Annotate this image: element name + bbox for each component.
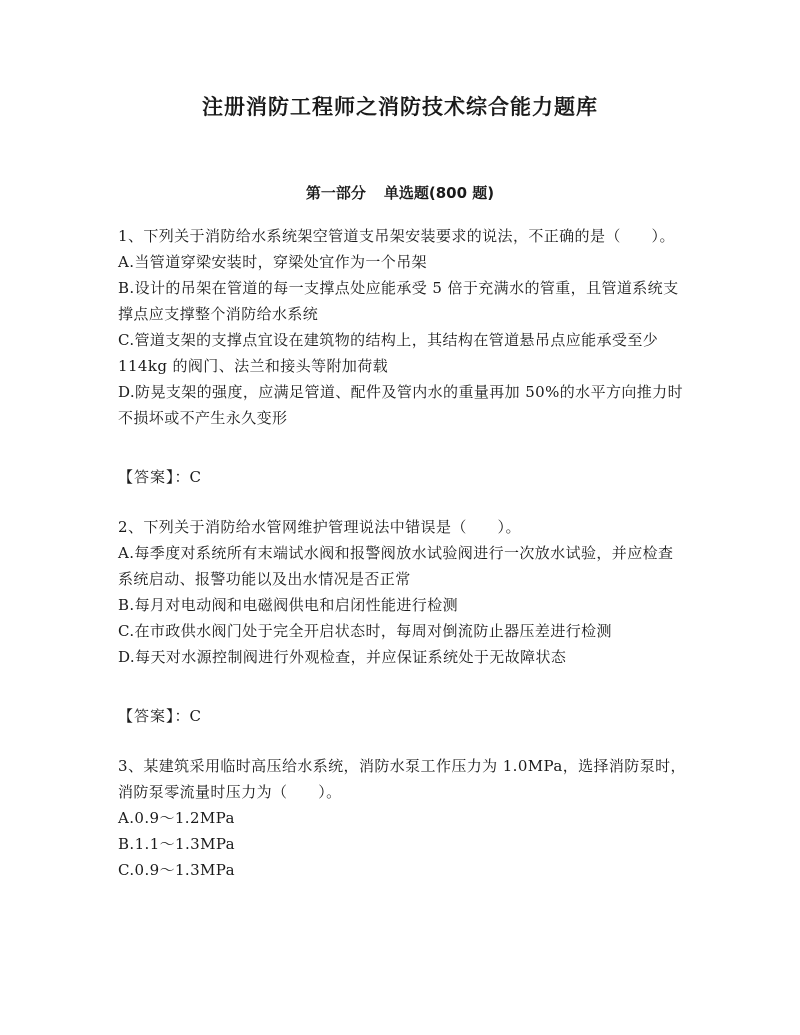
- question-stem: 2、下列关于消防给水管网维护管理说法中错误是（ ）。: [118, 518, 521, 536]
- question-2: [118, 514, 688, 729]
- section-name: 单选题(800 题): [383, 184, 495, 202]
- option-c: C.0.9～1.3MPa: [118, 861, 235, 879]
- answer-separator: ：: [174, 707, 190, 725]
- question-stem: 3、某建筑采用临时高压给水系统，消防水泵工作压力为 1.0MPa，选择消防泵时，消防泵零流量时压力为（ ）。: [118, 757, 686, 801]
- section-part: 第一部分: [305, 184, 366, 202]
- option-a: A.每季度对系统所有末端试水阀和报警阀放水试验阀进行一次放水试验，并应检查系统启动、报警功能以及出水情况是否正常: [118, 544, 674, 588]
- answer-separator: ：: [174, 468, 190, 486]
- option-b: B.每月对电动阀和电磁阀供电和启闭性能进行检测: [118, 596, 458, 614]
- option-c: C.管道支架的支撑点宜设在建筑物的结构上，其结构在管道悬吊点应能承受至少 114kg 的阀门、法兰和接头等附加荷载: [118, 331, 659, 375]
- answer-label: 【答案】: [118, 468, 175, 486]
- question-1: [118, 223, 688, 490]
- answer-line: [118, 464, 688, 490]
- document-title: 注册消防工程师之消防技术综合能力题库: [202, 95, 598, 119]
- question-stem: 1、下列关于消防给水系统架空管道支吊架安装要求的说法，不正确的是（ ）。: [118, 227, 675, 245]
- option-a: A.0.9～1.2MPa: [118, 809, 235, 827]
- option-d: D.每天对水源控制阀进行外观检查，并应保证系统处于无故障状态: [118, 648, 567, 666]
- section-heading: [0, 181, 800, 205]
- option-d: D.防晃支架的强度，应满足管道、配件及管内水的重量再加 50%的水平方向推力时不损坏或不产生永久变形: [118, 383, 683, 427]
- option-b: B.1.1～1.3MPa: [118, 835, 236, 853]
- answer-label: 【答案】: [118, 707, 175, 725]
- option-list: [118, 540, 688, 670]
- option-b: B.设计的吊架在管道的每一支撑点处应能承受 5 倍于充满水的管重，且管道系统支撑点应支撑整个消防给水系统: [118, 279, 679, 323]
- option-c: C.在市政供水阀门处于完全开启状态时，每周对倒流防止器压差进行检测: [118, 622, 612, 640]
- option-list: [118, 249, 688, 431]
- question-list: [118, 223, 688, 883]
- answer-value: C: [189, 468, 202, 486]
- option-list: [118, 805, 688, 883]
- option-a: A.当管道穿梁安装时，穿梁处宜作为一个吊架: [118, 253, 428, 271]
- answer-line: [118, 703, 688, 729]
- answer-value: C: [189, 707, 202, 725]
- question-3: [118, 753, 688, 883]
